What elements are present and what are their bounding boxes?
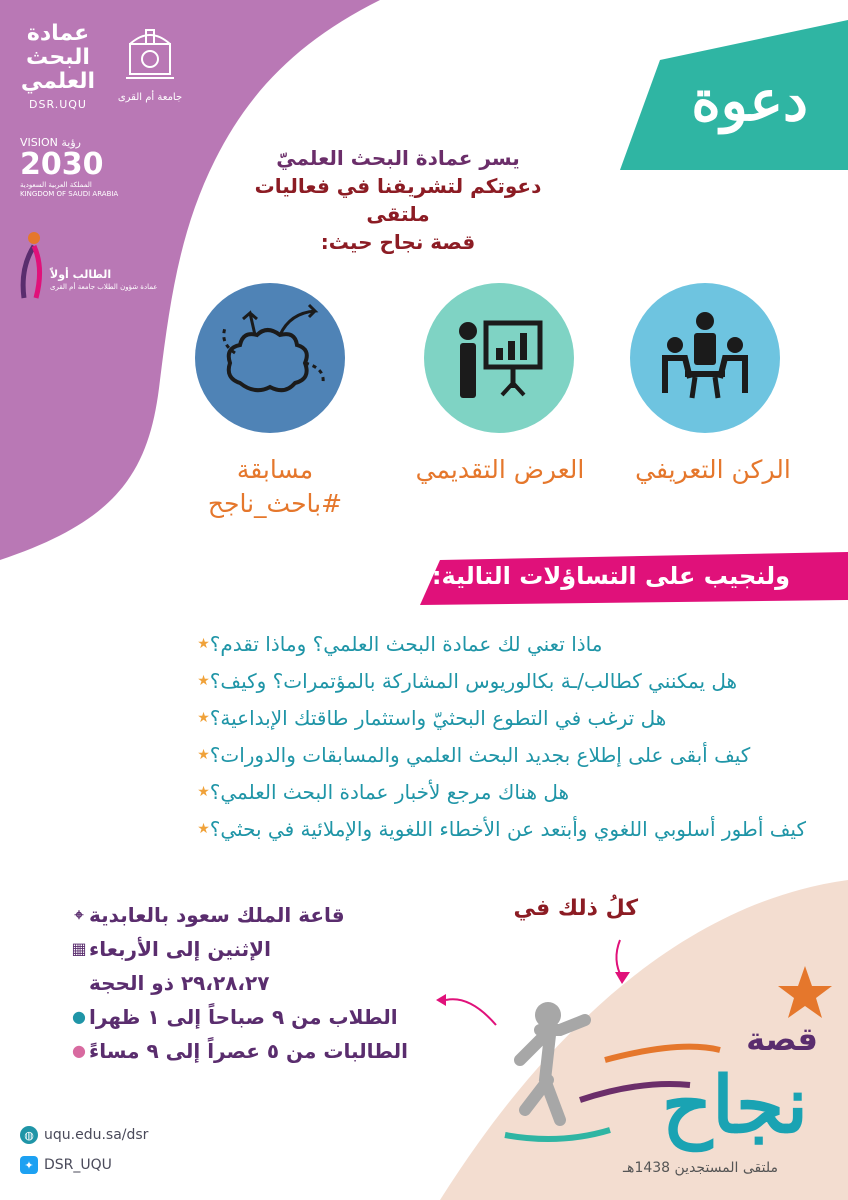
vision-2030-logo (20, 136, 130, 199)
intro-text (248, 144, 548, 256)
calendar-icon: ▦ (71, 939, 87, 958)
meeting-icon (630, 283, 780, 433)
university-emblem-icon (120, 24, 180, 86)
dean-logo-en: DSR.UQU (29, 98, 87, 111)
brain-idea-icon (195, 283, 345, 433)
website-link[interactable] (20, 1126, 148, 1144)
questions-list (189, 626, 806, 848)
call-to-action: كلُ ذلك في (513, 896, 638, 921)
vision-year: 2030 (20, 147, 104, 182)
student-figure-icon (14, 228, 50, 300)
list-item: ★ هل هناك مرجع لأخبار عمادة البحث العلمي؟ (189, 774, 806, 811)
intro-line-2: دعوتكم لتشريفنا في فعاليات ملتقى (254, 174, 542, 226)
twitter-link[interactable] (20, 1156, 112, 1174)
location-pin-icon: ⌖ (74, 905, 84, 924)
intro-line-1: يسر عمادة البحث العلميّ (276, 146, 520, 170)
star-bullet-icon: ★ (197, 821, 210, 837)
presentation-circle (424, 283, 574, 433)
twitter-handle[interactable]: DSR_UQU (44, 1157, 112, 1173)
feature-label-hashtag: #باحث_ناجح (207, 489, 343, 518)
event-students-time: ● الطلاب من ٩ صباحاً إلى ١ ظهرا (63, 1000, 408, 1034)
vision-kingdom-ar: المملكة العربية السعودية (20, 181, 92, 189)
meeting-circle (630, 283, 780, 433)
event-days: ▦ الإثنين إلى الأربعاء (63, 932, 408, 966)
star-bullet-icon: ★ (197, 673, 210, 689)
star-bullet-icon: ★ (197, 636, 210, 652)
event-female-students-time: ● الطالبات من ٥ عصراً إلى ٩ مساءً (63, 1034, 408, 1068)
male-student-icon: ● (72, 1007, 86, 1026)
star-bullet-icon: ★ (197, 747, 210, 763)
globe-icon: ◍ (20, 1126, 38, 1144)
star-bullet-icon: ★ (197, 784, 210, 800)
student-first-title: الطالب أولاً (50, 268, 112, 281)
event-logo-word1: قصة (746, 1020, 818, 1058)
university-logo (112, 24, 188, 103)
competition-circle (195, 283, 345, 433)
university-name: جامعة أم القرى (117, 92, 183, 103)
list-item: ★ ماذا تعني لك عمادة البحث العلمي؟ وماذا تقدم؟ (189, 626, 806, 663)
student-first-sub: عمادة شؤون الطلاب جامعة أم القرى (50, 283, 158, 291)
star-bullet-icon: ★ (197, 710, 210, 726)
list-item: ★ كيف أطور أسلوبي اللغوي وأبتعد عن الأخطاء اللغوية والإملائية في بحثي؟ (189, 811, 806, 848)
list-item: ★ هل يمكنني كطالب/ـة بكالوريوس المشاركة بالمؤتمرات؟ وكيف؟ (189, 663, 806, 700)
vision-kingdom-en: KINGDOM OF SAUDI ARABIA (20, 190, 119, 198)
list-item: ★ كيف أبقى على إطلاع بجديد البحث العلمي والمسابقات والدورات؟ (189, 737, 806, 774)
feature-label-info-corner: الركن التعريفي (635, 455, 791, 484)
event-logo-word2: نجاح (661, 1060, 808, 1151)
feature-label-competition: مسابقة (236, 455, 314, 484)
female-student-icon: ● (72, 1041, 86, 1060)
questions-heading: ولنجيب على التساؤلات التالية: (431, 562, 790, 590)
vision-label: VISION رؤية (20, 136, 81, 149)
left-arrow-decoration (446, 999, 496, 1025)
twitter-icon: ✦ (20, 1156, 38, 1174)
website-text[interactable]: uqu.edu.sa/dsr (44, 1127, 149, 1143)
event-details (63, 898, 408, 1068)
intro-line-3: قصة نجاح حيث: (320, 230, 476, 254)
dean-research-logo (18, 22, 98, 111)
dean-logo-text: عمادة البحث العلمي (20, 21, 96, 94)
event-logo-subtitle: ملتقى المستجدين 1438هـ (622, 1160, 778, 1176)
event-dates: ٢٩،٢٨،٢٧ ذو الحجة (89, 971, 270, 995)
presentation-icon (424, 283, 574, 433)
feature-label-presentation: العرض التقديمي (415, 455, 585, 484)
student-first-logo (14, 228, 158, 304)
list-item: ★ هل ترغب في التطوع البحثيّ واستثمار طاقتك الإبداعية؟ (189, 700, 806, 737)
invitation-title: دعوة (691, 68, 808, 134)
event-location: ⌖ قاعة الملك سعود بالعابدية (63, 898, 408, 932)
